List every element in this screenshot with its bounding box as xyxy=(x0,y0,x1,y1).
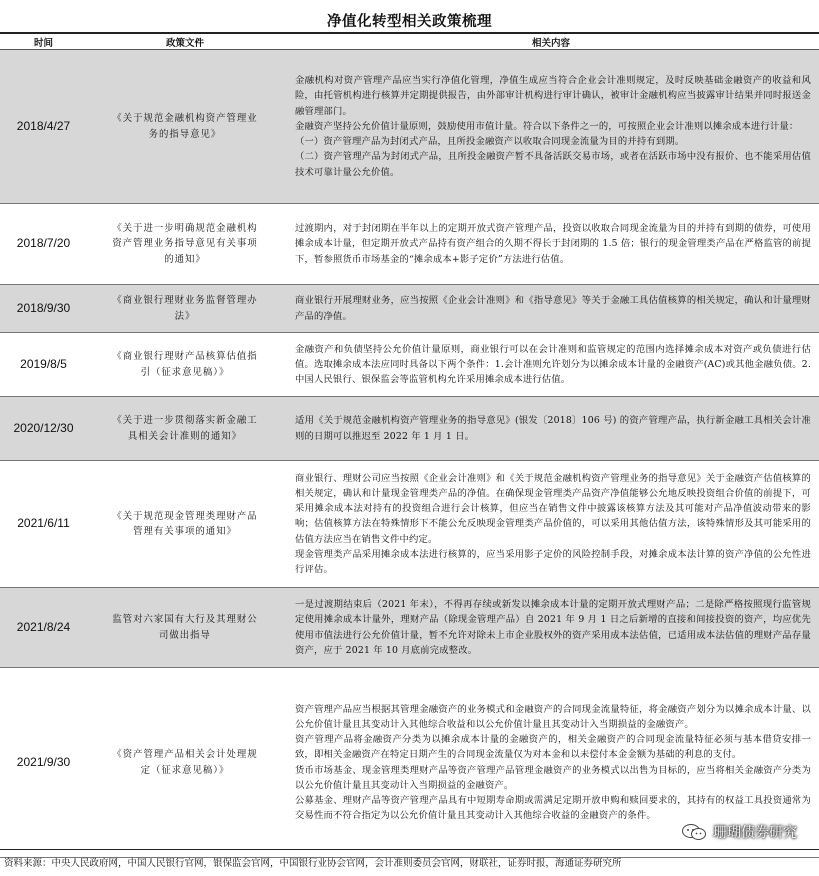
row-content xyxy=(283,397,819,461)
row-content xyxy=(283,588,819,668)
content-paragraph: （一）资产管理产品为封闭式产品，且所投金融资产以收取合同现金流量为目的并持有到期。 xyxy=(295,136,685,148)
table-row xyxy=(0,588,819,668)
source-note: 资料来源：中央人民政府网，中国人民银行官网，银保监会官网，中国银行业协会官网，会计准则委员会官网，财联社，证券时报，海通证券研究所 xyxy=(4,858,622,869)
table-row xyxy=(0,204,819,285)
content-paragraph: 资产管理产品应当根据其管理金融资产的业务模式和金融资产的合同现金流量特征，将金融资产划分为以摊余成本计量、以公允价值计量且其变动计入其他综合收益和以公允价值计量且其变动计入当期损益的金融资产。 xyxy=(295,703,811,730)
content-paragraph: 一是过渡期结束后（2021 年末），不得再存续或新发以摊余成本计量的定期开放式理财产品；二是除严格按照现行监管规定使用摊余成本计量外，理财产品（除现金管理产品）自 2021 年 9 月 1 日之后新增的直接和间接投资的资产，均应优先使用市值法进行公允价值计量，暂不允许对除未上市企业股权外的资产采用成本法估值，已适用成本法估值的理财产品存量资产，应于 2021 年 10 月底前完成整改。 xyxy=(295,599,811,656)
row-content xyxy=(283,333,819,397)
content-paragraph: 商业银行开展理财业务，应当按照《企业会计准则》和《指导意见》等关于金融工具估值核算的相关规定，确认和计量理财产品的净值。 xyxy=(295,295,811,322)
header-row xyxy=(0,35,819,50)
content-paragraph: （二）资产管理产品为封闭式产品，且所投金融资产暂不具备活跃交易市场，或者在活跃市场中没有报价、也不能采用估值技术可靠计量公允价值。 xyxy=(295,151,811,178)
row-date: 2018/4/27 xyxy=(0,50,87,204)
content-paragraph: 资产管理产品将金融资产分类为以摊余成本计量的金融资产的，相关金融资产的合同现金流量特征必须与基本借贷安排一致，即相关金融资产在特定日期产生的合同现金流量仅为对本金和以未偿付本金金额为基础的利息的支付。 xyxy=(295,734,811,761)
content-paragraph: 商业银行、理财公司应当按照《企业会计准则》和《关于规范金融机构资产管理业务的指导意见》关于金融资产估值核算的相关规定，确认和计量现金管理类产品的净值。在确保现金管理类产品资产净值能够公允地反映投资组合价值的前提下，可采用摊余成本法对持有的投资组合进行会计核算，但应当在销售文件中披露该核算方法及其可能对产品净值波动带来的影响；估值核算方法在特殊情形下不能公允反映现金管理类产品价值的，可以采用其他估值方法，该特殊情形及其可能采用的估值方法应当在销售文件中约定。 xyxy=(295,472,811,545)
row-file: 《资产管理产品相关会计处理规定（征求意见稿）》 xyxy=(87,668,283,858)
row-date: 2018/7/20 xyxy=(0,204,87,285)
row-date: 2018/9/30 xyxy=(0,285,87,333)
row-date: 2021/8/24 xyxy=(0,588,87,668)
row-content xyxy=(283,461,819,588)
table-row xyxy=(0,50,819,204)
content-paragraph: 现金管理类产品采用摊余成本法进行核算的，应当采用影子定价的风险控制手段，对摊余成本法计算的资产净值的公允性进行评估。 xyxy=(295,548,811,575)
row-content xyxy=(283,204,819,285)
row-file: 《关于进一步明确规范金融机构资产管理业务指导意见有关事项的通知》 xyxy=(87,204,283,285)
header-file: 政策文件 xyxy=(87,35,283,50)
row-file: 《商业银行理财业务监督管理办法》 xyxy=(87,285,283,333)
table-row xyxy=(0,285,819,333)
wechat-icon xyxy=(681,823,707,841)
content-paragraph: 货币市场基金、现金管理类理财产品等资产管理产品管理金融资产的业务模式以出售为目标的，应当将相关金融资产分类为以公允价值计量且其变动计入当期损益的金融资产。 xyxy=(295,764,811,791)
content-paragraph: 适用《关于规范金融机构资产管理业务的指导意见》(银发〔2018〕106 号) 的资产管理产品，执行新金融工具相关会计准则的日期可以推迟至 2022 年 1 月 1 日。 xyxy=(295,415,811,442)
table-row xyxy=(0,333,819,397)
row-file: 《关于规范现金管理类理财产品管理有关事项的通知》 xyxy=(87,461,283,588)
row-date: 2019/8/5 xyxy=(0,333,87,397)
row-date: 2021/9/30 xyxy=(0,668,87,858)
row-file: 监管对六家国有大行及其理财公司做出指导 xyxy=(87,588,283,668)
row-file: 《关于进一步贯彻落实新金融工具相关会计准则的通知》 xyxy=(87,397,283,461)
content-paragraph: 金融机构对资产管理产品应当实行净值化管理，净值生成应当符合企业会计准则规定，及时反映基础金融资产的收益和风险，由托管机构进行核算并定期提供报告，由外部审计机构进行审计确认，被审计金融机构应当披露审计结果并同时报送金融管理部门。 xyxy=(295,75,811,117)
row-file: 《商业银行理财产品核算估值指引（征求意见稿）》 xyxy=(87,333,283,397)
row-content xyxy=(283,285,819,333)
header-content: 相关内容 xyxy=(283,35,819,50)
row-content xyxy=(283,50,819,204)
content-paragraph: 金融资产和负债坚持公允价值计量原则，商业银行可以在会计准则和监管规定的范围内选择摊余成本对资产或负债进行估值。选取摊余成本法应同时具备以下两个条件：1.会计准则允许划分为以摊余成本计量的金融资产(AC)或其他金融负债。2.中国人民银行、银保监会等监管机构允许采用摊余成本进行估值。 xyxy=(295,343,811,386)
table-row xyxy=(0,397,819,461)
table-title: 净值化转型相关政策梳理 xyxy=(327,14,492,30)
row-date: 2020/12/30 xyxy=(0,397,87,461)
content-paragraph: 公募基金、理财产品等资产管理产品具有中短期寿命期或需满足定期开放申购和赎回要求的，其持有的权益工具投资通常为交易性而不符合指定为以公允价值计量且其变动计入其他综合收益的金融资产的条件。 xyxy=(295,794,811,822)
row-file: 《关于规范金融机构资产管理业务的指导意见》 xyxy=(87,50,283,204)
table-row xyxy=(0,461,819,588)
policy-table xyxy=(0,35,819,858)
content-paragraph: 金融资产坚持公允价值计量原则，鼓励使用市值计量。符合以下条件之一的，可按照企业会计准则以摊余成本进行计量： xyxy=(295,120,799,132)
header-date: 时间 xyxy=(0,35,87,50)
bottom-rule xyxy=(0,849,819,850)
top-rule xyxy=(0,32,819,34)
content-paragraph: 过渡期内，对于封闭期在半年以上的定期开放式资产管理产品，投资以收取合同现金流量为目的并持有到期的债券，可使用摊余成本计量，但定期开放式产品持有资产组合的久期不得长于封闭期的 1.5 倍；银行的现金管理类产品在严格监管的前提下，暂参照货币市场基金的“摊余成本+影子定价”方法进行估值。 xyxy=(295,223,811,265)
watermark-text: 珊瑚债券研究 xyxy=(713,825,797,841)
row-date: 2021/6/11 xyxy=(0,461,87,588)
watermark xyxy=(681,822,797,842)
